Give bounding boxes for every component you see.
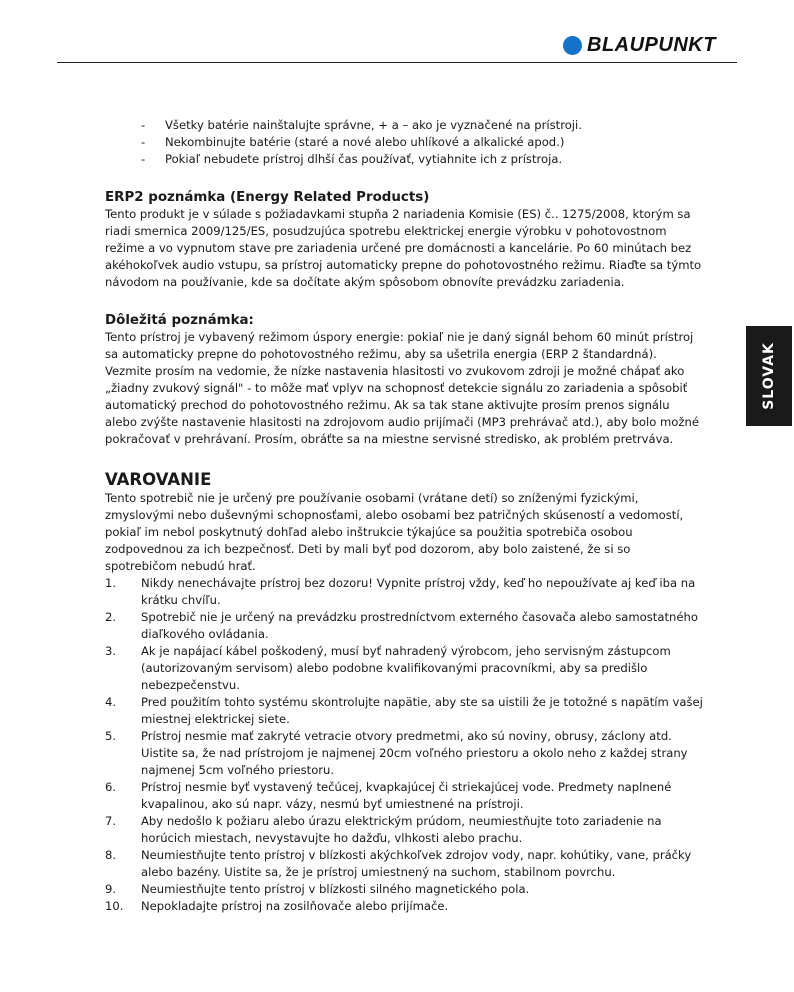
list-item: - Všetky batérie nainštalujte správne, + a – ako je vyznačené na prístroji.: [141, 118, 582, 132]
erp-title: ERP2 poznámka (Energy Related Products): [105, 190, 430, 205]
brand-logo: [563, 34, 716, 57]
list-item: 4. Pred použitím tohto systému skontrolujte napätie, aby ste sa uistili že je totožné s napätím vašej miestnej elektrickej siete.: [105, 695, 703, 726]
erp-section: [105, 189, 705, 291]
list-item: 9. Neumiestňujte tento prístroj v blízkosti silného magnetického pola.: [105, 882, 530, 896]
header-divider: [57, 62, 737, 63]
warning-list: [105, 575, 705, 915]
list-item: 3. Ak je napájací kábel poškodený, musí byť nahradený výrobcom, jeho servisným zástupcom (autorizovaným servisom) alebo podobne kvalifikovanými pracovníkmi, aby sa predišlo nebezpečenstvu.: [105, 644, 671, 692]
important-title: Dôležitá poznámka:: [105, 313, 254, 328]
list-item: 1. Nikdy nenechávajte prístroj bez dozoru! Vypnite prístroj vždy, keď ho nepoužívate aj keď iba na krátku chvíľu.: [105, 576, 696, 607]
list-item: 7. Aby nedošlo k požiaru alebo úrazu elektrickým prúdom, neumiestňujte toto zariadenie na horúcich miestach, nevystavujte ho dažďu, vlhkosti alebo prachu.: [105, 814, 662, 845]
list-item: 2. Spotrebič nie je určený na prevádzku prostredníctvom externého časovača alebo samostatného diaľkového ovládania.: [105, 610, 698, 641]
list-item: 5. Prístroj nesmie mať zakryté vetracie otvory predmetmi, ako sú noviny, obrusy, záclony atd. Uistite sa, že nad prístrojom je najmenej 20cm voľného priestoru a okolo neho z každej strany najmenej 5cm voľného priestoru.: [105, 729, 688, 777]
warning-intro: Tento spotrebič nie je určený pre používanie osobami (vrátane detí) so zníženými fyzickými, zmyslovými nebo duševnými schopnosťami, alebo osobami bez patričných skúseností a vedomostí, pokiaľ im nebol poskytnutý dohľad alebo inštrukcie týkajúce sa použitia spotrebiča osobou zodpovednou za ich bezpečnosť. Deti by mali byť pod dozorom, aby bolo zaistené, že si so spotrebičom nebudú hrať.: [105, 491, 684, 573]
erp-body: Tento produkt je v súlade s požiadavkami stupňa 2 nariadenia Komisie (ES) č.. 1275/2008, ktorým sa riadi smernica 2009/125/ES, posudzujúca spotrebu elektrickej energie výrobku v pohotovostnom režime a vo vypnutom stave pre zariadenia určené pre domácnosti a kancelárie. Po 60 minútach bez akéhokoľvek audio vstupu, sa prístroj automaticky prepne do pohotovostného režimu. Riaďte sa týmto návodom na používanie, kde sa dočítate akým spôsobom obnovíte prevádzku zariadenia.: [105, 207, 702, 289]
list-item: 6. Prístroj nesmie byť vystavený tečúcej, kvapkajúcej či striekajúcej vode. Predmety naplnené kvapalinou, ako sú napr. vázy, nesmú byť umiestnené na prístroji.: [105, 780, 672, 811]
warning-title: VAROVANIE: [105, 470, 212, 489]
warning-section: [105, 469, 705, 915]
list-item: 8. Neumiestňujte tento prístroj v blízkosti akýchkoľvek zdrojov vody, napr. kohútiky, vane, práčky alebo bazény. Uistite sa, že je prístroj umiestnený na suchom, stabilnom povrchu.: [105, 848, 692, 879]
language-tab-label: SLOVAK: [761, 342, 778, 410]
page-content: [105, 117, 705, 915]
list-item: 10. Nepokladajte prístroj na zosilňovače alebo prijímače.: [105, 899, 449, 913]
important-section: [105, 312, 705, 448]
language-tab: [746, 326, 792, 426]
battery-bullets: [105, 117, 705, 168]
logo-dot-icon: [563, 36, 582, 55]
list-item: - Nekombinujte batérie (staré a nové alebo uhlíkové a alkalické apod.): [141, 135, 565, 149]
list-item: - Pokiaľ nebudete prístroj dlhší čas používať, vytiahnite ich z prístroja.: [141, 152, 563, 166]
important-body: Tento prístroj je vybavený režimom úspory energie: pokiaľ nie je daný signál behom 60 minút prístroj sa automaticky prepne do pohotovostného režimu, aby sa ušetrila energia (ERP 2 štandardná). Vezmite prosím na vedomie, že nízke nastavenia hlasitosti vo zvukovom zdroji je možné chápať ako „žiadny zvukový signál" - to môže mať vplyv na schopnosť detekcie signálu zo zariadenia a spôsobiť automatický prechod do pohotovostného režimu. Ak sa tak stane aktivujte prosím prenos signálu alebo zvýšte nastavenie hlasitosti na zdrojovom audio prijímači (MP3 prehrávač atd.), aby bolo možné pokračovať v prehrávaní. Prosím, obráťte sa na miestne servisné stredisko, ak problém pretrváva.: [105, 330, 699, 446]
brand-name: BLAUPUNKT: [587, 34, 716, 56]
